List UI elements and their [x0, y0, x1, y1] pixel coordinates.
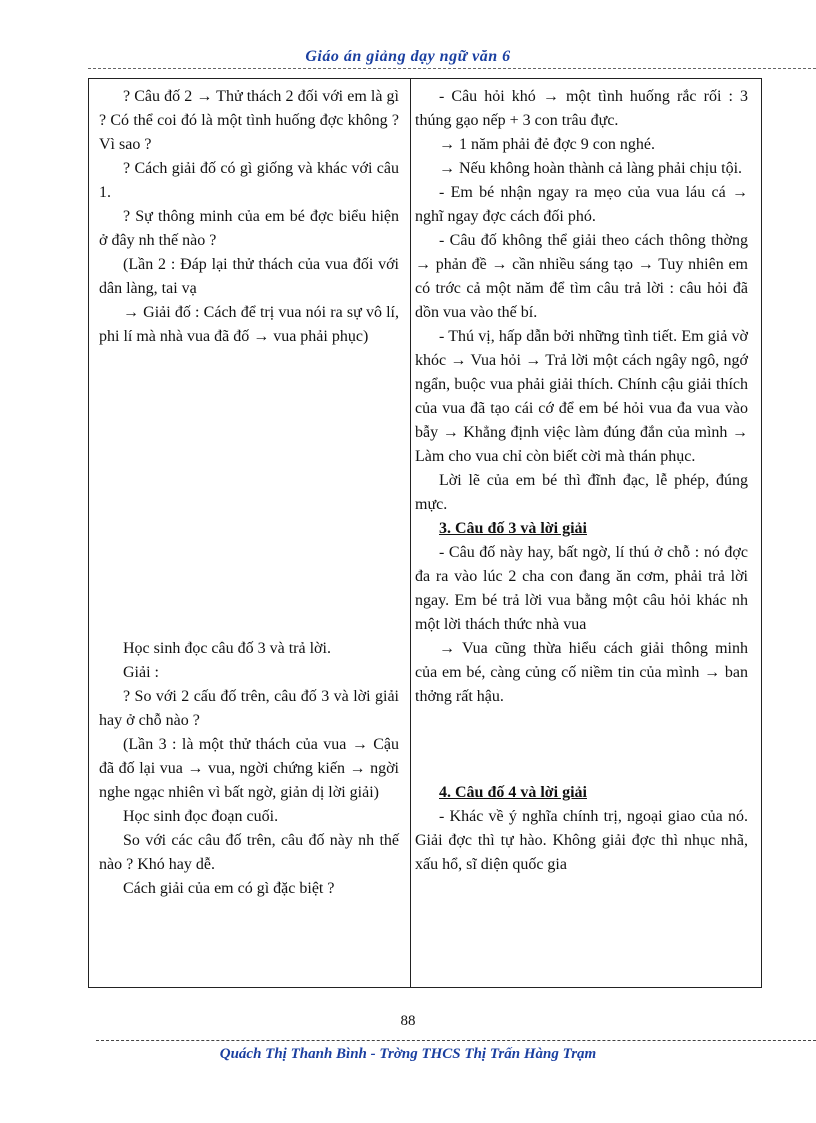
right-paragraph: → Vua cũng thừa hiểu cách giải thông minh của em bé, càng củng cố niềm tin của mình → ban thởng rất hậu. [415, 640, 748, 705]
left-paragraph: Học sinh đọc câu đố 3 và trả lời. [123, 640, 331, 657]
right-paragraph: - Câu đố này hay, bất ngờ, lí thú ở chỗ : nó đợc đa ra vào lúc 2 cha con đang ăn cơm, phải trả lời ngay. Em bé trả lời vua bằng một câu hỏi khác nh một lời thách thức nhà vua [415, 544, 748, 633]
section-heading-3: 3. Câu đố 3 và lời giải [439, 520, 587, 537]
page-footer-author: Quách Thị Thanh Bình - Trờng THCS Thị Trấn Hàng Trạm [219, 1046, 597, 1062]
header-divider [88, 68, 816, 69]
right-paragraph: - Thú vị, hấp dẫn bởi những tình tiết. Em giả vờ khóc → Vua hỏi → Trả lời một cách ngây ngô, ngớ ngẩn, buộc vua phải giải thích. Chính cậu giải thích của vua đã tạo cái cớ để em bé hỏi vua đa vua vào bẫy → Khẳng định việc làm đúng đắn của mình → Làm cho vua chỉ còn biết cời mà thán phục. [415, 328, 748, 465]
right-paragraph: - Câu hỏi khó → một tình huống rắc rối : 3 thúng gạo nếp + 3 con trâu đực. [415, 88, 748, 129]
left-paragraph: ? So với 2 cấu đố trên, câu đố 3 và lời giải hay ở chỗ nào ? [99, 688, 399, 729]
left-paragraph: Giải : [123, 664, 159, 681]
lesson-table [88, 78, 762, 988]
right-column [415, 79, 748, 877]
column-divider [410, 79, 411, 987]
left-paragraph: (Lần 3 : là một thử thách của vua → Cậu đã đố lại vua → vua, ngời chứng kiến → ngời nghe ngạc nhiên vì bất ngờ, giản dị lời giải) [99, 736, 399, 801]
right-paragraph: - Em bé nhận ngay ra mẹo của vua láu cá → nghĩ ngay đợc cách đối phó. [415, 184, 748, 225]
section-heading-4: 4. Câu đố 4 và lời giải [439, 784, 587, 801]
left-paragraph: ? Cách giải đố có gì giống và khác với câu 1. [99, 160, 399, 201]
right-paragraph: Lời lẽ của em bé thì đĩnh đạc, lễ phép, đúng mực. [415, 472, 748, 513]
left-paragraph: (Lần 2 : Đáp lại thử thách của vua đối với dân làng, tai vạ [99, 256, 399, 297]
left-paragraph: → Giải đố : Cách để trị vua nói ra sự vô lí, phi lí mà nhà vua đã đố → vua phải phục) [99, 304, 399, 345]
left-spacer [99, 349, 399, 637]
left-column [99, 79, 399, 901]
footer-divider [96, 1040, 816, 1041]
right-spacer [415, 709, 748, 781]
left-paragraph: So với các câu đố trên, câu đố này nh thế nào ? Khó hay dễ. [99, 832, 399, 873]
right-paragraph: - Câu đố không thể giải theo cách thông thờng → phản đề → cần nhiều sáng tạo → Tuy nhiên em có trớc cả một năm để tìm câu trả lời : câu hỏi đã dồn vua vào thế bí. [415, 232, 748, 321]
left-paragraph: ? Câu đố 2 → Thử thách 2 đối với em là gì ? Có thể coi đó là một tình huống đợc không ? Vì sao ? [99, 88, 399, 153]
left-paragraph: ? Sự thông minh của em bé đợc biểu hiện ở đây nh thế nào ? [99, 208, 399, 249]
page-header-title: Giáo án giảng dạy ngữ văn 6 [305, 48, 511, 65]
right-paragraph: - Khác về ý nghĩa chính trị, ngoại giao của nó. Giải đợc thì tự hào. Không giải đợc thì nhục nhã, xấu hổ, sĩ diện quốc gia [415, 808, 748, 873]
right-paragraph: → 1 năm phải đẻ đợc 9 con nghé. [439, 136, 655, 153]
left-paragraph: Cách giải của em có gì đặc biệt ? [123, 880, 335, 897]
left-paragraph: Học sinh đọc đoạn cuối. [123, 808, 279, 825]
page-number: 88 [400, 1013, 416, 1029]
right-paragraph: → Nếu không hoàn thành cả làng phải chịu tội. [439, 160, 743, 177]
